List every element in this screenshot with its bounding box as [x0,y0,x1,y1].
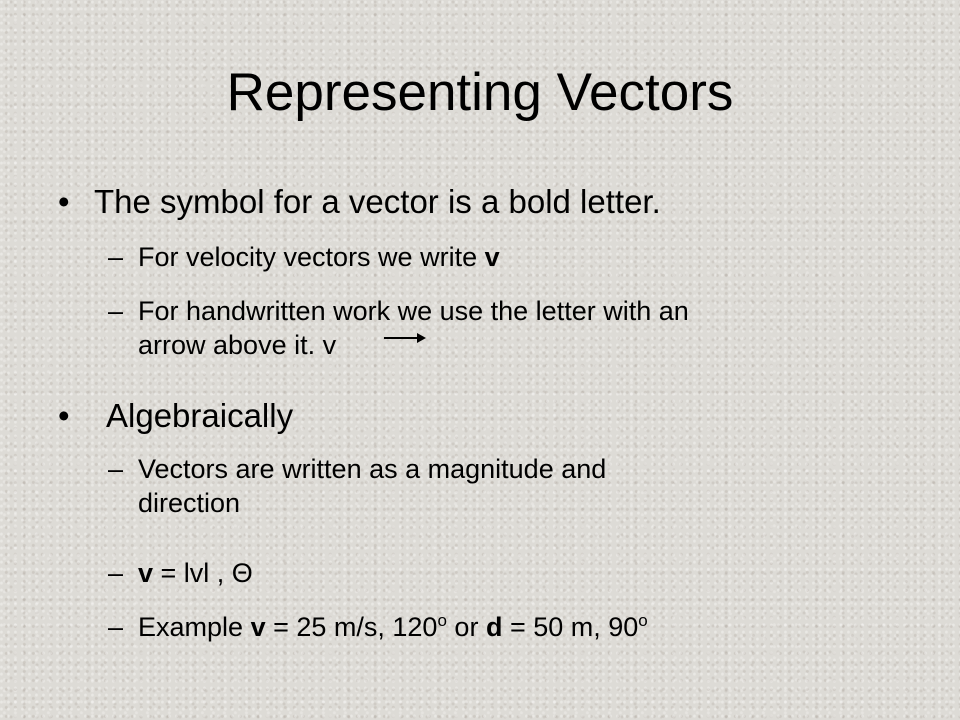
degree-superscript: o [437,611,447,630]
bullet-marker: • [58,397,70,434]
example-velocity: = 25 m/s, 120 [265,612,438,642]
sub-bullet-text: For velocity vectors we write [138,242,485,272]
bullet-text: The symbol for a vector is a bold letter. [94,183,661,220]
vector-arrow-icon [383,330,427,344]
dash-marker: – [108,454,124,484]
sub-bullet-line1: Vectors are written as a magnitude and [138,454,607,484]
dash-marker: – [108,296,124,326]
sub-bullet-line2: direction [138,488,241,518]
arrow-vector-letter: v [322,330,337,360]
sub-bullet-velocity [108,240,908,274]
bold-vector-v: v [484,242,500,272]
sub-bullet-example [108,610,908,644]
bullet-vector-symbol [58,182,661,222]
dash-marker: – [108,242,124,272]
bullet-text: Algebraically [106,397,294,434]
degree-superscript: o [638,611,648,630]
bullet-algebraically [58,396,293,436]
sub-bullet-line2: arrow above it. [138,330,323,360]
sub-bullet-magnitude-direction [108,452,908,520]
slide-title: Representing Vectors [226,63,734,122]
example-prefix: Example [138,612,251,642]
bold-vector-v: v [250,612,266,642]
example-or: or [446,612,486,642]
sub-bullet-line1: For handwritten work we use the letter with an [138,296,689,326]
example-displacement: = 50 m, 90 [502,612,639,642]
sub-bullet-notation [108,556,908,590]
sub-bullet-handwritten [108,294,908,362]
dash-marker: – [108,558,124,588]
dash-marker: – [108,612,124,642]
bold-vector-v: v [138,558,154,588]
bold-vector-d: d [485,612,503,642]
notation-text: = lvl , Θ [153,558,253,588]
bullet-marker: • [58,183,70,220]
